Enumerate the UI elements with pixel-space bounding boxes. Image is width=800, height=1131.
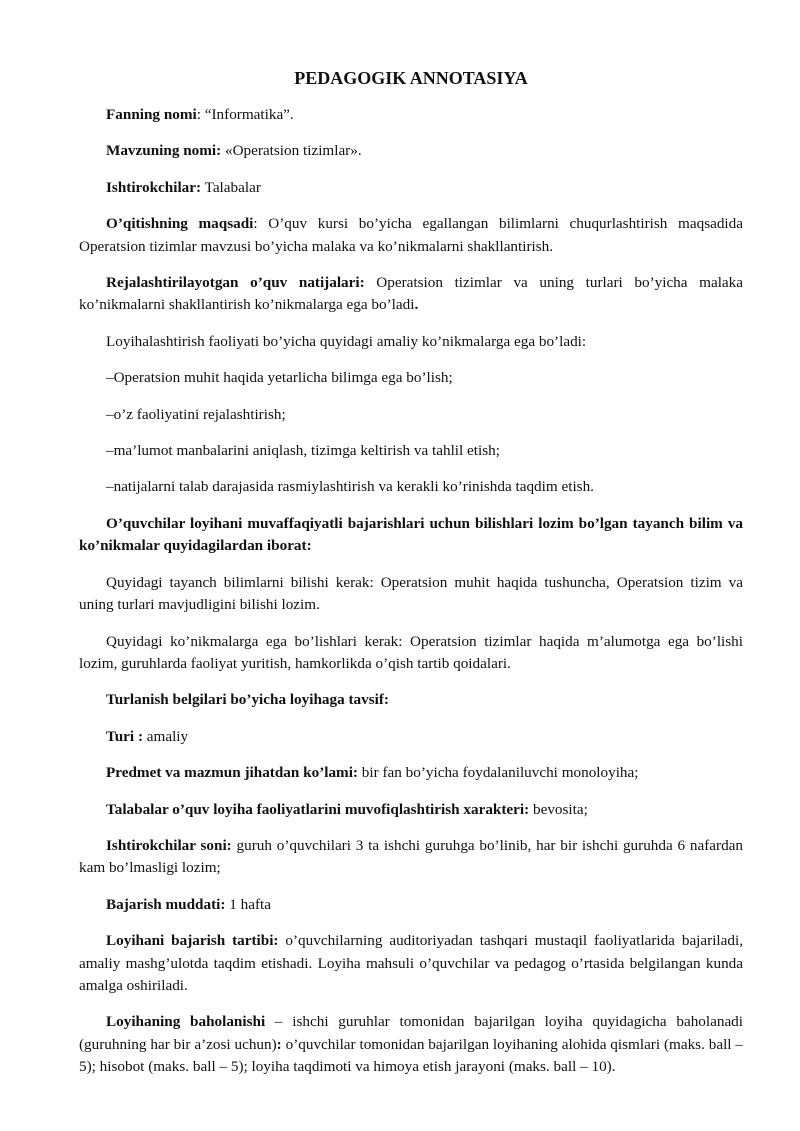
duration-value: 1 hafta [225,895,271,913]
assessment-label: Loyihaning baholanishi [106,1013,266,1031]
coordination-value: bevosita; [529,800,588,818]
list-item: –ma’lumot manbalarini aniqlash, tizimga keltirish va tahlil etish; [106,442,500,460]
duration-line [79,894,743,916]
procedure-value: o’quvchilarning auditoriyadan tashqari mustaqil faoliyatlarida bajariladi, amaliy mashg’ulotda taqdim etishadi. Loyiha mahsuli o’quvchilar va pedagog o’rtasida belgilangan kunda amalga oshiriladi. [79,932,743,994]
type-line [79,726,743,748]
list-item: –Operatsion muhit haqida yetarlicha bilimga ega bo’lish; [106,369,453,387]
participant-count-label: Ishtirokchilar soni: [106,836,232,854]
core-knowledge-paragraph: Quyidagi tayanch bilimlarni bilishi kerak: Operatsion muhit haqida tushuncha, Operatsion tizim va uning turlari mavjudligini bilishi lozim. [79,573,743,614]
type-label: Turi : [106,727,143,745]
scope-label: Predmet va mazmun jihatdan ko’lami: [106,764,358,782]
design-activity: Loyihalashtirish faoliyati bo’yicha quyidagi amaliy ko’nikmalarga ega bo’ladi: [106,332,587,350]
participant-count-value: guruh o’quvchilari 3 ta ishchi guruhga bo’linib, har bir ishchi guruhda 6 nafardan kam bo’lmasligi lozim; [79,836,743,877]
assessment-paragraph [79,1011,743,1078]
topic-name [79,140,743,162]
participants-value: Talabalar [201,178,261,196]
core-knowledge-heading: O’quvchilar loyihani muvaffaqiyatli bajarishlari uchun bilishlari lozim bo’lgan tayanch bilim va ko’nikmalar quyidagilardan iborat: [79,514,743,555]
list-item: –o’z faoliyatini rejalashtirish; [106,405,286,423]
outcomes-end: . [414,296,419,314]
assessment-rest: o’quvchilar tomonidan bajarilgan loyihaning alohida qismlari (maks. ball – 5); hisobot (maks. ball – 5); loyiha taqdimoti va himoya etish jarayoni (maks. ball – 10). [79,1035,743,1076]
subject-name [79,104,743,126]
topic-value: «Operatsion tizimlar». [221,142,362,160]
participants-label: Ishtirokchilar: [106,178,202,196]
type-value: amaliy [143,727,189,745]
goal-value: : O’quv kursi bo’yicha egallangan bilimlarni chuqurlashtirish maqsadida Operatsion tizimlar mavzusi bo’yicha malaka va ko’nikmalarni shakllantirish. [79,215,743,255]
subject-value: : “Informatika”. [196,106,294,123]
procedure-label: Loyihani bajarish tartibi: [106,932,279,950]
topic-label: Mavzuning nomi: [106,142,222,160]
subject-label: Fanning nomi [106,106,197,123]
goal-label: O’qitishning maqsadi [106,215,254,233]
skills-paragraph: Quyidagi ko’nikmalarga ega bo’lishlari kerak: Operatsion tizimlar haqida m’alumotga ega bo’lishi lozim, guruhlarda faoliyat yuritish, hamkorlikda o’qish tartib qoidalari. [79,632,743,672]
page-title: PEDAGOGIK ANNOTASIYA [294,68,528,88]
outcomes-label: Rejalashtirilayotgan o’quv natijalari: [106,274,365,292]
goal-paragraph [79,213,743,258]
outcomes-paragraph [79,272,743,317]
scope-value: bir fan bo’yicha foydalaniluvchi monoloyiha; [358,764,639,782]
assessment-colon: : [276,1035,282,1053]
coordination-label: Talabalar o’quv loyiha faoliyatlarini muvofiqlashtirish xarakteri: [106,800,530,818]
assessment-value: – ishchi guruhlar tomonidan bajarilgan loyiha quyidagicha baholanadi (guruhning har bir a’zosi uchun) [79,1013,743,1053]
participants [79,177,743,199]
participant-count-paragraph [79,835,743,880]
procedure-paragraph [79,930,743,997]
classification-heading: Turlanish belgilari bo’yicha loyihaga tavsif: [106,691,389,709]
outcomes-value: Operatsion tizimlar va uning turlari bo’yicha malaka ko’nikmalarni shakllantirish ko’nikmalarga ega bo’ladi [79,274,743,314]
duration-label: Bajarish muddati: [106,895,226,913]
scope-line [79,762,743,784]
list-item: –natijalarni talab darajasida rasmiylashtirish va kerakli ko’rinishda taqdim etish. [106,478,594,496]
coordination-line [79,799,743,821]
